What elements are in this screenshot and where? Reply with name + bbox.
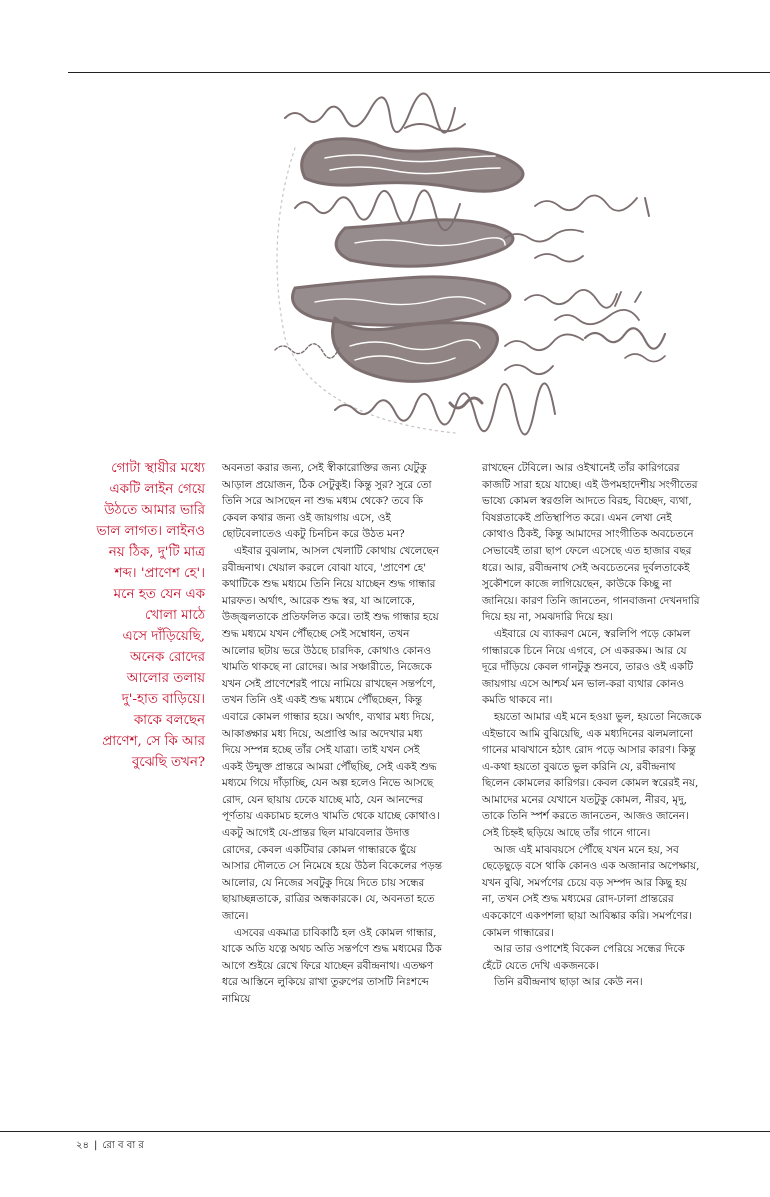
pull-quote-line: একটি লাইন গেয়ে [109, 482, 205, 497]
paragraph: এইবার বুঝলাম, আসল খেলাটি কোথায় খেলেছেন রবীন্দ্রনাথ। খেয়াল করলে বোঝা যাবে, 'প্রাণেশ হে' কথাটিকে শুদ্ধ মধ্যমে তিনি নিয়ে যাচ্ছেন শুদ্ধ গান্ধার মারফত। অর্থাৎ, আরেক শুদ্ধ স্বর, যা আলোকে, উজ্জ্বলতাকে প্রতিফলিত করে। তাই শুদ্ধ গান্ধার হয়ে শুদ্ধ মধ্যমে যখন পৌঁছচ্ছে সেই সম্বোধন, তখন আলোর ছটায় ভরে উঠছে চারদিক, কোথাও কোনও খামতি থাকছে না রোদের। আর সঞ্চারীতে, নিজেকে যখন সেই প্রাণেশেরই পায়ে নামিয়ে রাখছেন সন্তর্পণে, তখন তিনি ওই একই শুদ্ধ মধ্যমে পৌঁছচ্ছেন, কিন্তু এবারে কোমল গান্ধার হয়ে। অর্থাৎ, ব্যথার মধ্য দিয়ে, আকাঙ্ক্ষার মধ্য দিয়ে, অপ্রাপ্তি আর অদেখার মধ্য দিয়ে সম্পন্ন হচ্ছে তাঁর সেই যাত্রা। তাই যখন সেই একই উন্মুক্ত প্রান্তরে আমরা পৌঁছচ্ছি, সেই একই শুদ্ধ মধ্যমে গিয়ে দাঁড়াচ্ছি, যেন অল্প হলেও নিভে আসছে রোদ, যেন ছায়ায় ঢেকে যাচ্ছে মাঠ, যেন আনন্দের পূর্ণতায় একচামচ হলেও খামতি থেকে যাচ্ছে কোথাও। একটু আগেই যে-প্রান্তর ছিল মাঝবেলার উদাত্ত রোদের, কেবল একটিবার কোমল গান্ধারকে ছুঁয়ে আসার দৌলতে সে নিমেষে হয়ে উঠল বিকেলের পড়ন্ত আলোর, যে নিজের সবটুকু দিয়ে দিতে চায় সন্ধের ছায়াচ্ছন্নতাকে, রাত্রির অন্ধকারকে। যে, অবনতা হতে জানে। [222, 544, 442, 923]
magazine-name: রো ব বা র [102, 1140, 144, 1151]
pull-quote-line: ভাল লাগত। লাইনও [96, 524, 205, 539]
manuscript-sketch-image [255, 88, 700, 438]
pull-quote-line: আলোর তলায় [126, 671, 205, 686]
pull-quote-line: অনেক রোদের [129, 650, 205, 665]
bottom-rule [0, 1131, 770, 1132]
article-column-2 [482, 460, 702, 991]
pull-quote-line: উঠতে আমার ভারি [104, 503, 205, 518]
footer-separator: | [94, 1140, 98, 1151]
top-rule [68, 72, 770, 73]
paragraph: অবনতা করার জন্য, সেই স্বীকারোক্তির জন্য যেটুকু আড়াল প্রয়োজন, ঠিক সেটুকুই। কিন্তু সুর? সুরে তো তিনি সরে আসছেন না শুদ্ধ মধ্যম থেকে? তবে কি কেবল কথার জন্য ওই জায়গায় এসে, ওই ছোটবেলাতেও একটু চিনচিন করে উঠত মন? [222, 462, 432, 541]
pull-quote-line: খোলা মাঠে [144, 608, 205, 623]
paragraph: হয়তো আমার এই মনে হওয়া ভুল, হয়তো নিজেকে এইভাবে আমি বুঝিয়েছি, এক মধ্যদিনের ঝলমলানো গানের মাঝখানে হঠাৎ রোদ পড়ে আসার কারণ। কিন্তু এ-কথা হয়তো বুঝতে ভুল করিনি যে, রবীন্দ্রনাথ ছিলেন কোমলের কারিগর। কেবল কোমল স্বরেরই নয়, আমাদের মনের যেখানে যতটুকু কোমল, নীরব, মৃদু, তাকে তিনি স্পর্শ করতে জানতেন, আজও জানেন। সেই চিহ্নই ছড়িয়ে আছে তাঁর গানে গানে। [482, 710, 702, 840]
pull-quote-line: শব্দ। 'প্রাণেশ হে'। [114, 566, 205, 581]
pull-quote-line: প্রাণেশ, সে কি আর [102, 734, 205, 749]
pull-quote-line: মনে হত যেন এক [113, 587, 205, 602]
paragraph: তিনি রবীন্দ্রনাথ ছাড়া আর কেউ নন। [494, 976, 643, 989]
pull-quote-line: বুঝেছি তখন? [131, 755, 205, 770]
pull-quote-line: এসে দাঁড়িয়েছি, [122, 629, 205, 644]
pull-quote-line: গোটা স্থায়ীর মধ্যে [111, 461, 205, 476]
page-number: ২৪ [76, 1140, 89, 1151]
page-footer [76, 1138, 144, 1155]
paragraph: এসবের একমাত্র চাবিকাঠি হল ওই কোমল গান্ধার, যাকে অতি যত্নে অথচ অতি সন্তর্পণে শুদ্ধ মধ্যমের ঠিক আগে শুইয়ে রেখে ফিরে যাচ্ছেন রবীন্দ্রনাথ। এতক্ষণ ধরে আস্তিনে লুকিয়ে রাখা তুরুপের তাসটি নিঃশব্দে নামিয়ে [222, 926, 442, 1005]
article-column-1 [222, 460, 442, 1008]
pull-quote [70, 458, 205, 773]
pull-quote-line: নয় ঠিক, দু'টি মাত্র [108, 545, 205, 560]
paragraph: রাখছেন টেবিলে। আর ওইখানেই তাঁর কারিগরের কাজটি সারা হয়ে যাচ্ছে। এই উপমহাদেশীয় সংগীতের ভাষ্যে কোমল স্বরগুলি আদতে বিরহ, বিচ্ছেদ, ব্যথা, বিষণ্ণতাকেই প্রতিস্থাপিত করে। এমন লেখা নেই কোথাও ঠিকই, কিন্তু আমাদের সাংগীতিক অবচেতনে সেভাবেই তারা ছাপ ফেলে এসেছে এত হাজার বছর ধরে। আর, রবীন্দ্রনাথ সেই অবচেতনের দুর্বলতাকেই সুকৌশলে কাজে লাগিয়েছেন, কাউকে কিচ্ছু না জানিয়ে। কারণ তিনি জানতেন, গানবাজনা দেখনদারি দিয়ে হয় না, সমঝদারি দিয়ে হয়। [482, 462, 700, 624]
paragraph: এইবারে যে ব্যাকরণ মেনে, স্বরলিপি পড়ে কোমল গান্ধারকে চিনে নিয়ে এগবে, সে একরকম। আর যে দূরে দাঁড়িয়ে কেবল গানটুকু শুনবে, তারও ওই একটি জায়গায় এসে আশ্চর্য মন ভাল-করা ব্যথার কোনও কমতি থাকবে না। [482, 627, 694, 707]
paragraph: আর তার ওপাশেই বিকেল পেরিয়ে সন্ধের দিকে হেঁটে যেতে দেখি একজনকে। [482, 943, 685, 972]
pull-quote-line: কাকে বলছেন [133, 713, 205, 728]
paragraph: আজ এই মাঝবয়সে পৌঁছে যখন মনে হয়, সব ছেড়েছুড়ে বসে থাকি কোনও এক অজানার অপেক্ষায়, যখন বুঝি, সমর্পণের চেয়ে বড় সম্পদ আর কিছু হয় না, তখন সেই শুদ্ধ মধ্যমের রোদ-ঢালা প্রান্তরের এককোণে একপশলা ছায়া আবিষ্কার করি। সমর্পণের। কোমল গান্ধারের। [482, 843, 700, 939]
pull-quote-line: দু'-হাত বাড়িয়ে। [121, 692, 205, 707]
